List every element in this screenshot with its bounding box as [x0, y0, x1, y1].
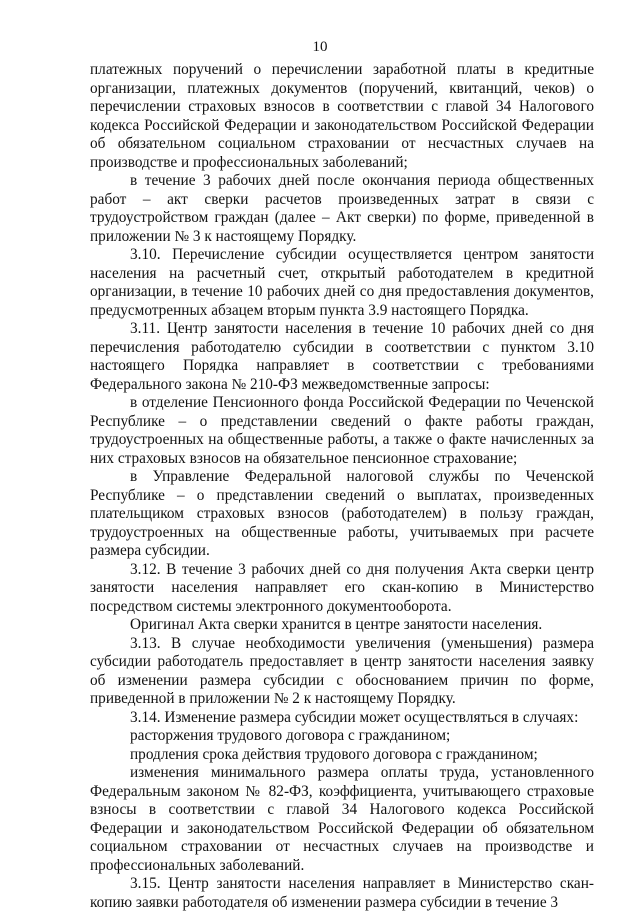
- page-number: 10: [312, 39, 328, 55]
- paragraph-3-15: 3.15. Центр занятости населения направляет в Министерство скан-копию заявки работодателя об изменении размера субсидии в течение 3: [90, 875, 594, 911]
- paragraph-minimum-wage-change: изменения минимального размера оплаты труда, установленного Федеральным законом № 82-ФЗ, коэффициента, учитывающего страховые взносы в соответствии с главой 34 Налогового кодекса Российской Федерации и законодательством Российской Федерации об обязательном социальном страховании от несчастных случаев на производстве и профессиональных заболеваний.: [90, 764, 594, 874]
- paragraph-payment-documents: платежных поручений о перечислении заработной платы в кредитные организации, платежных документов (поручений, квитанций, чеков) о перечислении страховых взносов в соответствии с главой 34 Налогового кодекса Российской Федерации и законодательством Российской Федерации об обязательном социальном страховании от несчастных случаев на производстве и профессиональных заболеваний;: [90, 61, 594, 171]
- paragraph-3-11: 3.11. Центр занятости населения в течение 10 рабочих дней со дня перечисления работодателю субсидии в соответствии с пунктом 3.10 настоящего Порядка направляет в соответствии с требованиями Федерального закона № 210-ФЗ межведомственные запросы:: [90, 320, 594, 393]
- paragraph-3-14: 3.14. Изменение размера субсидии может осуществляться в случаях:: [130, 708, 579, 726]
- paragraph-pension-fund-request: в отделение Пенсионного фонда Российской Федерации по Чеченской Республике – о представлении сведений о факте работы граждан, трудоустроенных на общественные работы, а также о факте начисленных за них страховых взносов на обязательное пенсионное страхование;: [90, 394, 594, 467]
- document-body: [90, 61, 594, 912]
- paragraph-contract-termination: расторжения трудового договора с гражданином;: [130, 727, 451, 744]
- paragraph-reconciliation-act: в течение 3 рабочих дней после окончания периода общественных работ – акт сверки расчетов произведенных затрат в связи с трудоустройством граждан (далее – Акт сверки) по форме, приведенной в приложении № 3 к настоящему Порядку.: [90, 172, 594, 245]
- paragraph-3-10: 3.10. Перечисление субсидии осуществляется центром занятости населения на расчетный счет, открытый работодателем в кредитной организации, в течение 10 рабочих дней со дня предоставления документов, предусмотренных абзацем вторым пункта 3.9 настоящего Порядка.: [90, 246, 594, 319]
- paragraph-contract-extension: продления срока действия трудового договора с гражданином;: [130, 745, 538, 763]
- paragraph-original-act: Оригинал Акта сверки хранится в центре занятости населения.: [130, 616, 543, 633]
- paragraph-tax-service-request: в Управление Федеральной налоговой службы по Чеченской Республике – о представлении сведений о выплатах, произведенных плательщиком страховых взносов (работодателем) в пользу граждан, трудоустроенных на общественные работы, учитываемых при расчете размера субсидии.: [90, 468, 594, 559]
- paragraph-3-12: 3.12. В течение 3 рабочих дней со дня получения Акта сверки центр занятости населения направляет его скан-копию в Министерство посредством системы электронного документооборота.: [90, 560, 594, 615]
- paragraph-3-13: 3.13. В случае необходимости увеличения (уменьшения) размера субсидии работодатель предоставляет в центр занятости населения заявку об изменении размера субсидии с обоснованием причин по форме, приведенной в приложении № 2 к настоящему Порядку.: [90, 634, 594, 707]
